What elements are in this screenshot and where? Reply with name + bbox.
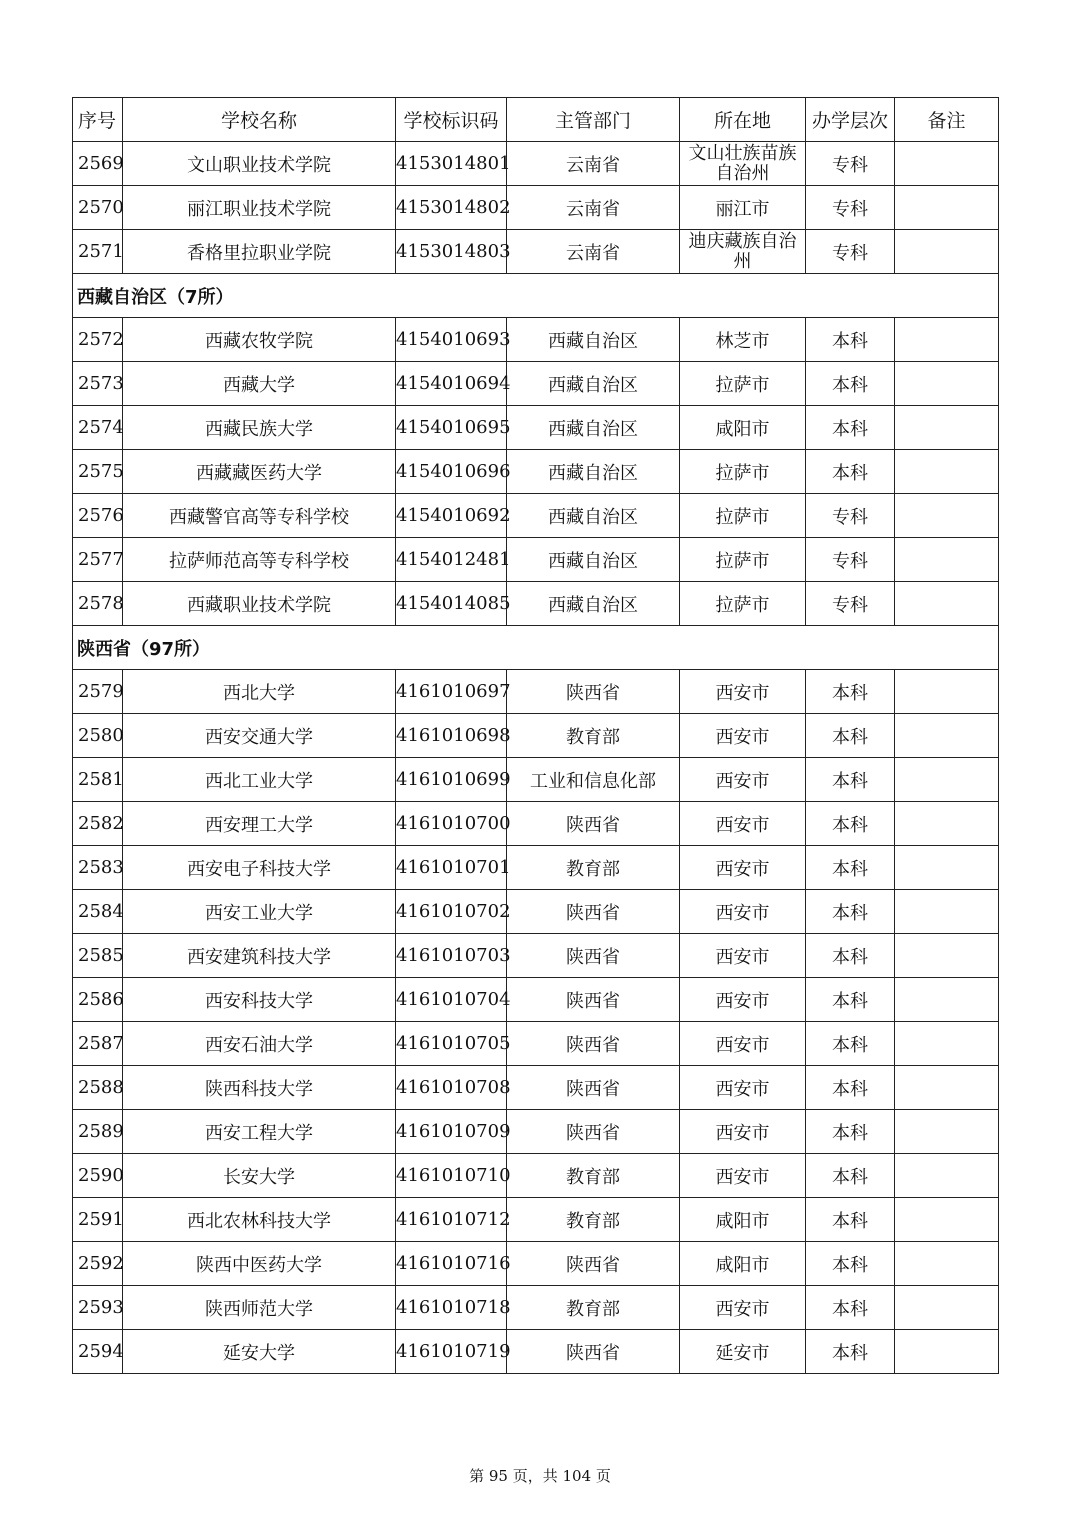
section-title: 陕西省（97所）: [73, 626, 999, 670]
school-code-cell: 4154010694: [396, 362, 507, 406]
department-cell: 西藏自治区: [507, 494, 680, 538]
department-cell: 西藏自治区: [507, 362, 680, 406]
note-cell: [895, 406, 999, 450]
seq-cell: 2586: [73, 978, 123, 1022]
note-cell: [895, 802, 999, 846]
location-cell: 西安市: [680, 714, 806, 758]
level-cell: 专科: [806, 230, 895, 274]
school-name-cell: 西北大学: [123, 670, 396, 714]
table-row: [73, 230, 999, 274]
level-cell: 本科: [806, 934, 895, 978]
level-cell: 本科: [806, 670, 895, 714]
table-row: [73, 1154, 999, 1198]
department-cell: 教育部: [507, 1154, 680, 1198]
table-row: [73, 1286, 999, 1330]
department-cell: 教育部: [507, 714, 680, 758]
school-code-cell: 4153014803: [396, 230, 507, 274]
note-cell: [895, 846, 999, 890]
school-name-cell: 陕西科技大学: [123, 1066, 396, 1110]
school-name-cell: 西安工程大学: [123, 1110, 396, 1154]
seq-cell: 2579: [73, 670, 123, 714]
department-cell: 陕西省: [507, 670, 680, 714]
level-cell: 专科: [806, 142, 895, 186]
school-name-cell: 文山职业技术学院: [123, 142, 396, 186]
table-row: [73, 1198, 999, 1242]
school-table: [72, 97, 999, 1374]
school-code-cell: 4161010701: [396, 846, 507, 890]
seq-cell: 2585: [73, 934, 123, 978]
school-code-cell: 4161010697: [396, 670, 507, 714]
school-name-cell: 拉萨师范高等专科学校: [123, 538, 396, 582]
level-cell: 本科: [806, 318, 895, 362]
school-code-cell: 4161010718: [396, 1286, 507, 1330]
school-code-cell: 4154012481: [396, 538, 507, 582]
header-seq: 序号: [73, 98, 123, 142]
table-row: [73, 406, 999, 450]
note-cell: [895, 1242, 999, 1286]
level-cell: 专科: [806, 494, 895, 538]
note-cell: [895, 142, 999, 186]
level-cell: 本科: [806, 890, 895, 934]
note-cell: [895, 538, 999, 582]
school-name-cell: 丽江职业技术学院: [123, 186, 396, 230]
level-cell: 本科: [806, 1242, 895, 1286]
table-row: [73, 142, 999, 186]
level-cell: 本科: [806, 846, 895, 890]
school-name-cell: 延安大学: [123, 1330, 396, 1374]
location-cell: 西安市: [680, 978, 806, 1022]
seq-cell: 2575: [73, 450, 123, 494]
school-name-cell: 西安石油大学: [123, 1022, 396, 1066]
level-cell: 本科: [806, 1022, 895, 1066]
school-name-cell: 西安交通大学: [123, 714, 396, 758]
department-cell: 西藏自治区: [507, 582, 680, 626]
location-cell: 西安市: [680, 1154, 806, 1198]
location-cell: 延安市: [680, 1330, 806, 1374]
department-cell: 教育部: [507, 1286, 680, 1330]
school-code-cell: 4161010702: [396, 890, 507, 934]
note-cell: [895, 934, 999, 978]
department-cell: 陕西省: [507, 1110, 680, 1154]
note-cell: [895, 1330, 999, 1374]
school-code-cell: 4154010693: [396, 318, 507, 362]
location-cell: 文山壮族苗族自治州: [680, 142, 806, 186]
note-cell: [895, 1198, 999, 1242]
level-cell: 本科: [806, 714, 895, 758]
table-row: [73, 362, 999, 406]
note-cell: [895, 1066, 999, 1110]
department-cell: 云南省: [507, 230, 680, 274]
seq-cell: 2570: [73, 186, 123, 230]
department-cell: 西藏自治区: [507, 318, 680, 362]
school-code-cell: 4161010708: [396, 1066, 507, 1110]
school-code-cell: 4161010710: [396, 1154, 507, 1198]
location-cell: 西安市: [680, 802, 806, 846]
school-name-cell: 西北工业大学: [123, 758, 396, 802]
department-cell: 西藏自治区: [507, 406, 680, 450]
note-cell: [895, 1022, 999, 1066]
note-cell: [895, 1286, 999, 1330]
department-cell: 陕西省: [507, 802, 680, 846]
header-row: [73, 98, 999, 142]
school-code-cell: 4154014085: [396, 582, 507, 626]
location-cell: 西安市: [680, 670, 806, 714]
section-title: 西藏自治区（7所）: [73, 274, 999, 318]
school-name-cell: 陕西师范大学: [123, 1286, 396, 1330]
table-row: [73, 670, 999, 714]
table-row: [73, 714, 999, 758]
department-cell: 陕西省: [507, 934, 680, 978]
table-row: [73, 582, 999, 626]
level-cell: 本科: [806, 802, 895, 846]
level-cell: 本科: [806, 1066, 895, 1110]
department-cell: 教育部: [507, 846, 680, 890]
department-cell: 云南省: [507, 142, 680, 186]
department-cell: 陕西省: [507, 1330, 680, 1374]
header-note: 备注: [895, 98, 999, 142]
level-cell: 本科: [806, 1154, 895, 1198]
school-code-cell: 4153014801: [396, 142, 507, 186]
school-code-cell: 4154010696: [396, 450, 507, 494]
school-name-cell: 陕西中医药大学: [123, 1242, 396, 1286]
header-level: 办学层次: [806, 98, 895, 142]
note-cell: [895, 230, 999, 274]
seq-cell: 2592: [73, 1242, 123, 1286]
table-row: [73, 978, 999, 1022]
department-cell: 陕西省: [507, 890, 680, 934]
header-dept: 主管部门: [507, 98, 680, 142]
level-cell: 本科: [806, 1198, 895, 1242]
department-cell: 工业和信息化部: [507, 758, 680, 802]
location-cell: 林芝市: [680, 318, 806, 362]
seq-cell: 2588: [73, 1066, 123, 1110]
note-cell: [895, 494, 999, 538]
school-code-cell: 4161010716: [396, 1242, 507, 1286]
location-cell: 西安市: [680, 758, 806, 802]
school-name-cell: 西北农林科技大学: [123, 1198, 396, 1242]
location-cell: 咸阳市: [680, 1198, 806, 1242]
school-name-cell: 西安理工大学: [123, 802, 396, 846]
table-row: [73, 1330, 999, 1374]
school-code-cell: 4161010712: [396, 1198, 507, 1242]
note-cell: [895, 1110, 999, 1154]
school-code-cell: 4154010692: [396, 494, 507, 538]
table-row: [73, 186, 999, 230]
location-cell: 拉萨市: [680, 538, 806, 582]
level-cell: 本科: [806, 450, 895, 494]
department-cell: 陕西省: [507, 1066, 680, 1110]
seq-cell: 2574: [73, 406, 123, 450]
note-cell: [895, 978, 999, 1022]
header-name: 学校名称: [123, 98, 396, 142]
location-cell: 西安市: [680, 1110, 806, 1154]
section-row: [73, 274, 999, 318]
school-name-cell: 西藏农牧学院: [123, 318, 396, 362]
note-cell: [895, 450, 999, 494]
school-code-cell: 4161010719: [396, 1330, 507, 1374]
section-row: [73, 626, 999, 670]
seq-cell: 2594: [73, 1330, 123, 1374]
seq-cell: 2577: [73, 538, 123, 582]
note-cell: [895, 362, 999, 406]
table-row: [73, 450, 999, 494]
location-cell: 丽江市: [680, 186, 806, 230]
level-cell: 专科: [806, 582, 895, 626]
department-cell: 陕西省: [507, 1022, 680, 1066]
location-cell: 西安市: [680, 846, 806, 890]
school-name-cell: 西安建筑科技大学: [123, 934, 396, 978]
seq-cell: 2578: [73, 582, 123, 626]
level-cell: 本科: [806, 1330, 895, 1374]
table-row: [73, 1242, 999, 1286]
school-name-cell: 西安科技大学: [123, 978, 396, 1022]
seq-cell: 2580: [73, 714, 123, 758]
seq-cell: 2572: [73, 318, 123, 362]
seq-cell: 2576: [73, 494, 123, 538]
note-cell: [895, 670, 999, 714]
location-cell: 迪庆藏族自治州: [680, 230, 806, 274]
seq-cell: 2571: [73, 230, 123, 274]
school-name-cell: 西藏职业技术学院: [123, 582, 396, 626]
location-cell: 拉萨市: [680, 362, 806, 406]
seq-cell: 2569: [73, 142, 123, 186]
table-row: [73, 538, 999, 582]
level-cell: 专科: [806, 186, 895, 230]
department-cell: 云南省: [507, 186, 680, 230]
level-cell: 本科: [806, 406, 895, 450]
location-cell: 西安市: [680, 890, 806, 934]
seq-cell: 2584: [73, 890, 123, 934]
location-cell: 咸阳市: [680, 406, 806, 450]
school-code-cell: 4161010700: [396, 802, 507, 846]
level-cell: 本科: [806, 978, 895, 1022]
school-code-cell: 4161010703: [396, 934, 507, 978]
note-cell: [895, 186, 999, 230]
department-cell: 陕西省: [507, 978, 680, 1022]
department-cell: 西藏自治区: [507, 450, 680, 494]
table-row: [73, 494, 999, 538]
location-cell: 西安市: [680, 934, 806, 978]
school-code-cell: 4161010704: [396, 978, 507, 1022]
school-name-cell: 西安电子科技大学: [123, 846, 396, 890]
school-code-cell: 4161010709: [396, 1110, 507, 1154]
note-cell: [895, 714, 999, 758]
seq-cell: 2582: [73, 802, 123, 846]
school-code-cell: 4161010705: [396, 1022, 507, 1066]
level-cell: 本科: [806, 758, 895, 802]
header-location: 所在地: [680, 98, 806, 142]
school-name-cell: 西安工业大学: [123, 890, 396, 934]
note-cell: [895, 1154, 999, 1198]
note-cell: [895, 758, 999, 802]
location-cell: 拉萨市: [680, 450, 806, 494]
table-body: [73, 142, 999, 1374]
school-code-cell: 4161010699: [396, 758, 507, 802]
table-row: [73, 758, 999, 802]
seq-cell: 2590: [73, 1154, 123, 1198]
table-row: [73, 1066, 999, 1110]
seq-cell: 2593: [73, 1286, 123, 1330]
seq-cell: 2589: [73, 1110, 123, 1154]
school-name-cell: 西藏警官高等专科学校: [123, 494, 396, 538]
school-name-cell: 西藏民族大学: [123, 406, 396, 450]
department-cell: 陕西省: [507, 1242, 680, 1286]
level-cell: 本科: [806, 1110, 895, 1154]
note-cell: [895, 318, 999, 362]
seq-cell: 2591: [73, 1198, 123, 1242]
school-name-cell: 长安大学: [123, 1154, 396, 1198]
school-name-cell: 西藏大学: [123, 362, 396, 406]
table-row: [73, 846, 999, 890]
table-row: [73, 890, 999, 934]
seq-cell: 2587: [73, 1022, 123, 1066]
page-number: 第 95 页，共 104 页: [469, 1467, 611, 1485]
table-row: [73, 802, 999, 846]
school-name-cell: 西藏藏医药大学: [123, 450, 396, 494]
department-cell: 教育部: [507, 1198, 680, 1242]
location-cell: 西安市: [680, 1066, 806, 1110]
table-row: [73, 1022, 999, 1066]
note-cell: [895, 582, 999, 626]
school-code-cell: 4154010695: [396, 406, 507, 450]
seq-cell: 2583: [73, 846, 123, 890]
level-cell: 本科: [806, 362, 895, 406]
seq-cell: 2573: [73, 362, 123, 406]
header-code: 学校标识码: [396, 98, 507, 142]
location-cell: 西安市: [680, 1022, 806, 1066]
location-cell: 拉萨市: [680, 494, 806, 538]
note-cell: [895, 890, 999, 934]
table-row: [73, 934, 999, 978]
school-name-cell: 香格里拉职业学院: [123, 230, 396, 274]
department-cell: 西藏自治区: [507, 538, 680, 582]
table-row: [73, 318, 999, 362]
school-code-cell: 4161010698: [396, 714, 507, 758]
school-code-cell: 4153014802: [396, 186, 507, 230]
location-cell: 咸阳市: [680, 1242, 806, 1286]
level-cell: 专科: [806, 538, 895, 582]
location-cell: 拉萨市: [680, 582, 806, 626]
location-cell: 西安市: [680, 1286, 806, 1330]
level-cell: 本科: [806, 1286, 895, 1330]
table-row: [73, 1110, 999, 1154]
seq-cell: 2581: [73, 758, 123, 802]
